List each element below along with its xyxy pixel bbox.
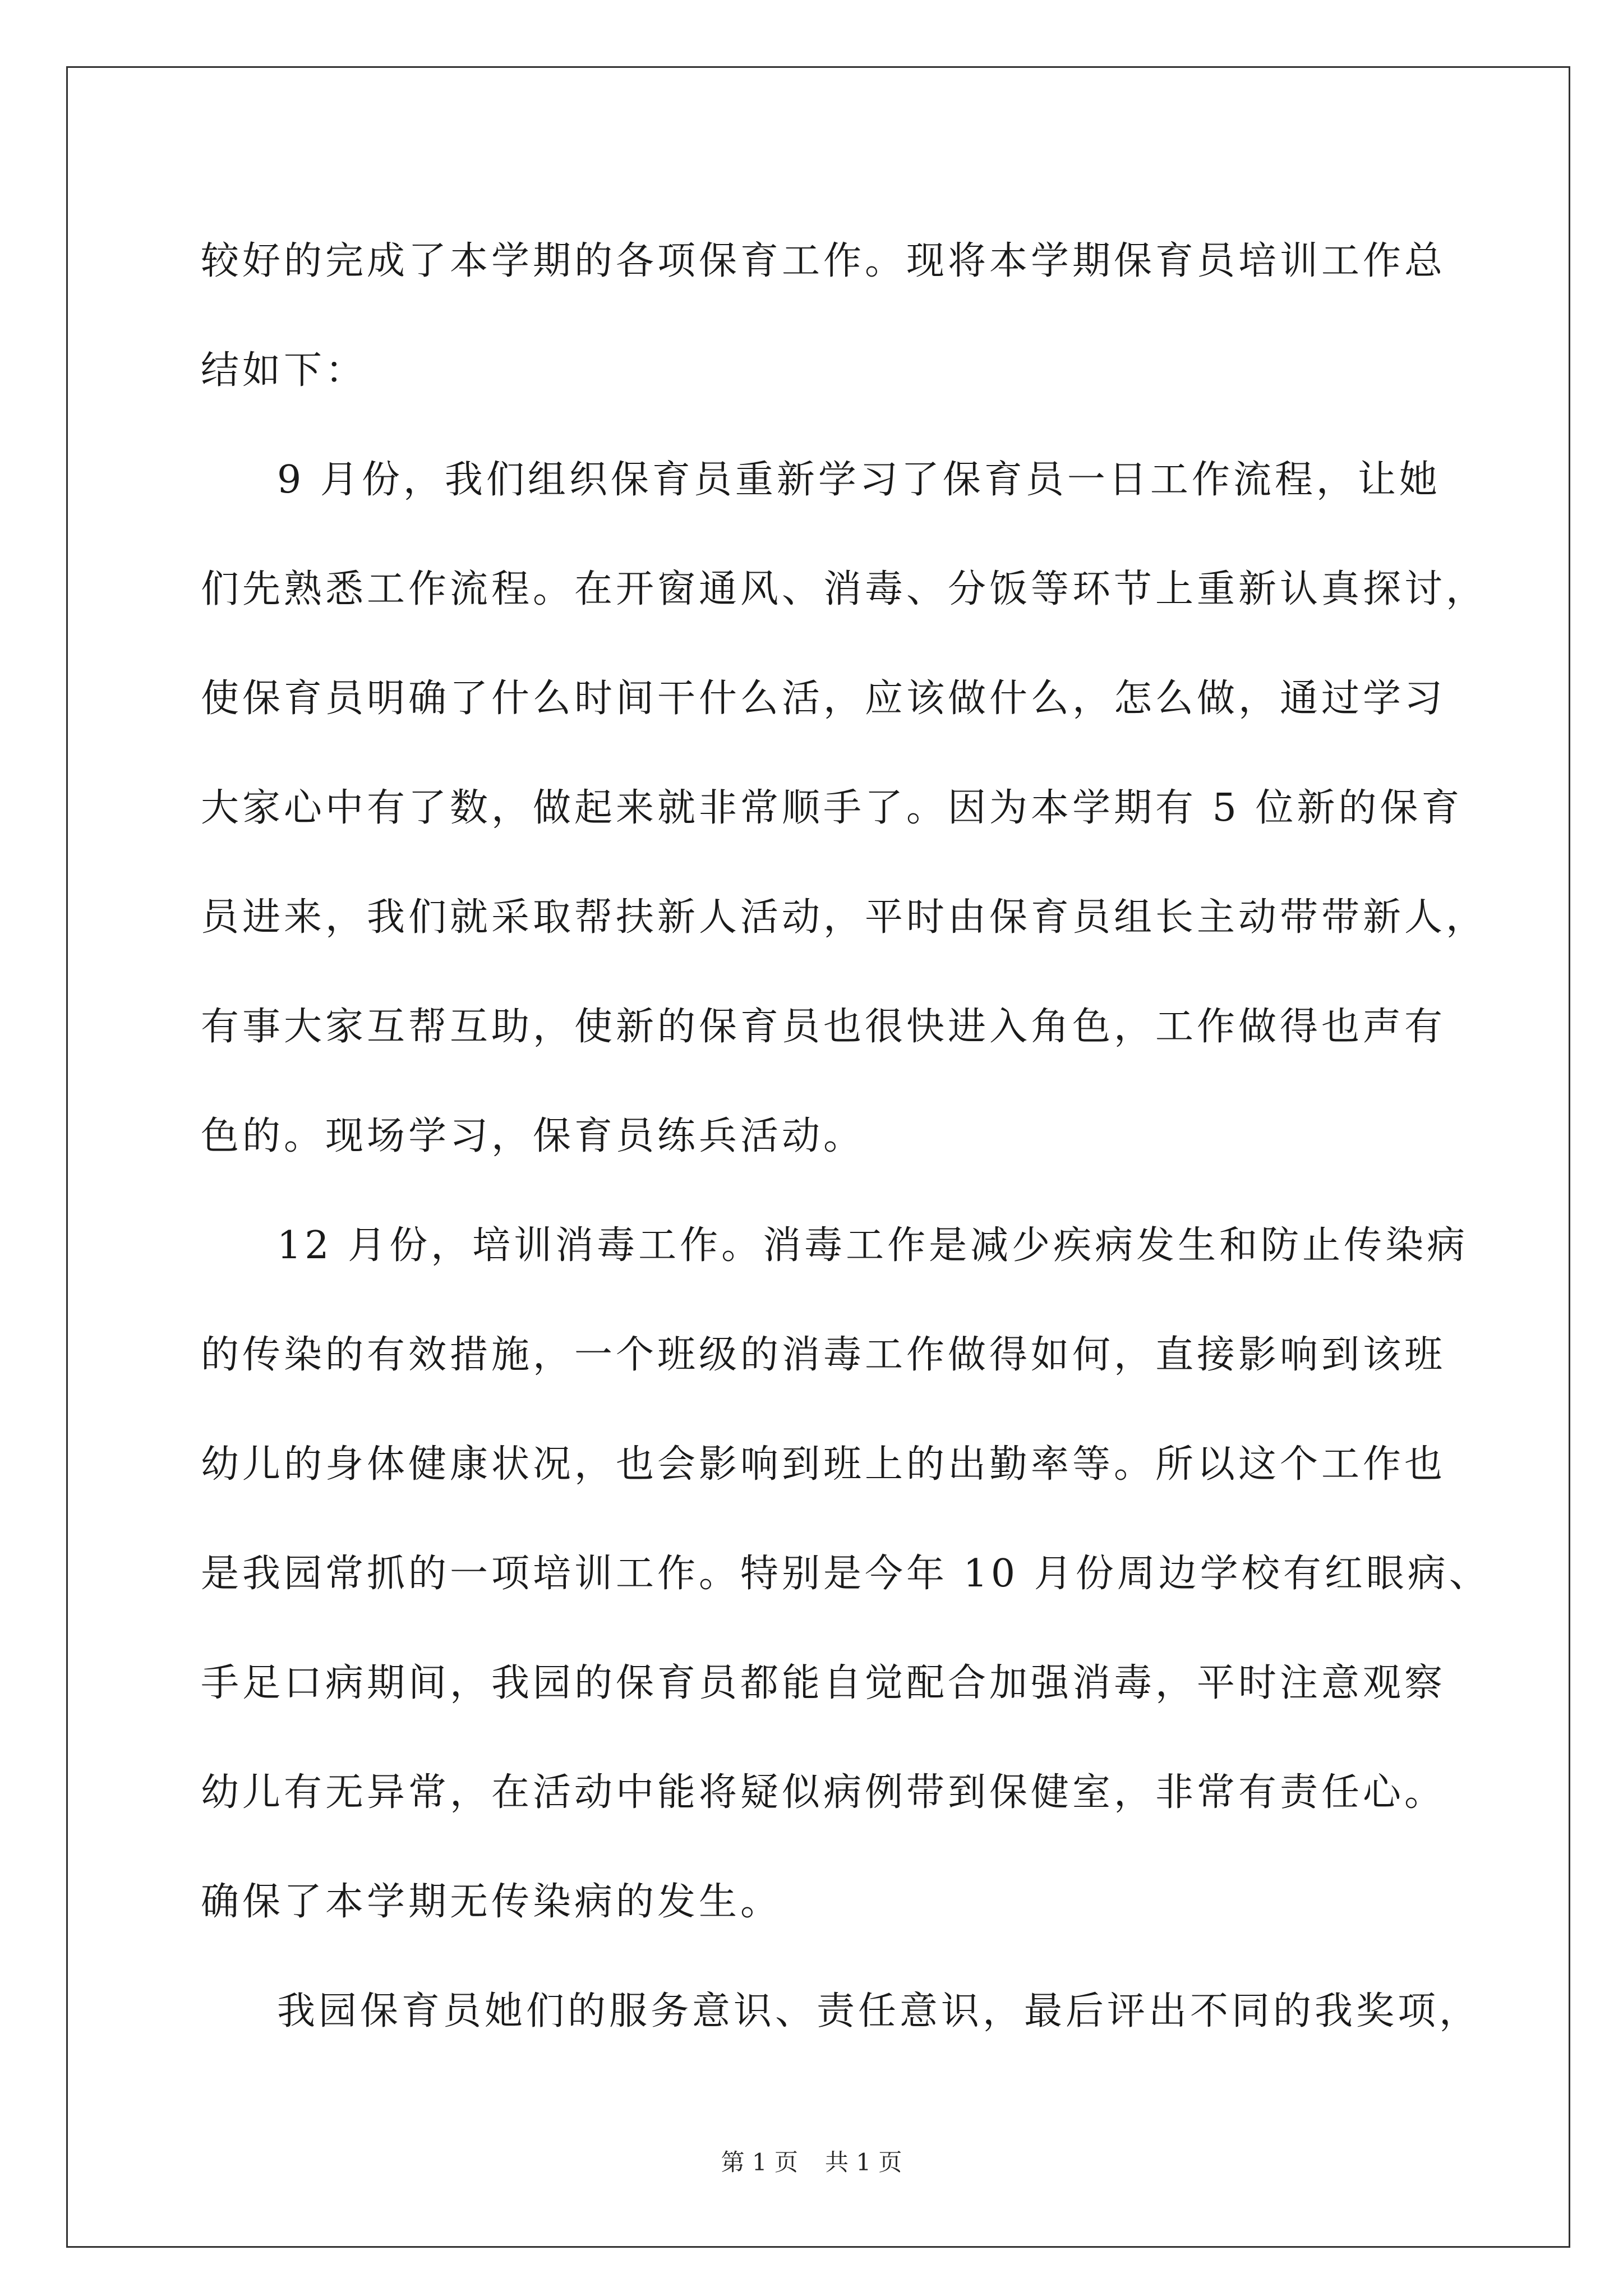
text-line: 大家心中有了数，做起来就非常顺手了。因为本学期有 5 位新的保育: [201, 786, 1463, 830]
text-line: 有事大家互帮互助，使新的保育员也很快进入角色，工作做得也声有: [201, 1005, 1446, 1049]
text-line: 确保了本学期无传染病的发生。: [201, 1880, 782, 1924]
text-line: 们先熟悉工作流程。在开窗通风、消毒、分饭等环节上重新认真探讨，: [201, 567, 1488, 611]
text-line: 较好的完成了本学期的各项保育工作。现将本学期保育员培训工作总: [201, 239, 1446, 283]
page-footer: [0, 2146, 1623, 2179]
text-line: 色的。现场学习，保育员练兵活动。: [201, 1114, 865, 1158]
text-line: 是我园常抓的一项培训工作。特别是今年 10 月份周边学校有红眼病、: [201, 1552, 1491, 1596]
text-line: 员进来，我们就采取帮扶新人活动，平时由保育员组长主动带带新人，: [201, 895, 1488, 940]
text-line: 幼儿有无异常，在活动中能将疑似病例带到保健室，非常有责任心。: [201, 1770, 1446, 1815]
text-line: 我园保育员她们的服务意识、责任意识，最后评出不同的我奖项，: [277, 1989, 1481, 2033]
text-line: 的传染的有效措施，一个班级的消毒工作做得如何，直接影响到该班: [201, 1333, 1446, 1377]
text-line: 9 月份，我们组织保育员重新学习了保育员一日工作流程，让她: [277, 458, 1441, 502]
text-line: 使保育员明确了什么时间干什么活，应该做什么，怎么做，通过学习: [201, 677, 1446, 721]
text-line: 12 月份，培训消毒工作。消毒工作是减少疾病发生和防止传染病: [277, 1223, 1469, 1268]
page-total: 共 1 页: [825, 2148, 902, 2176]
page-number: 第 1 页: [721, 2148, 798, 2176]
document-body: [201, 206, 1491, 2066]
text-line: 手足口病期间，我园的保育员都能自觉配合加强消毒，平时注意观察: [201, 1661, 1446, 1705]
text-line: 结如下：: [201, 348, 367, 393]
text-line: 幼儿的身体健康状况，也会影响到班上的出勤率等。所以这个工作也: [201, 1442, 1446, 1487]
